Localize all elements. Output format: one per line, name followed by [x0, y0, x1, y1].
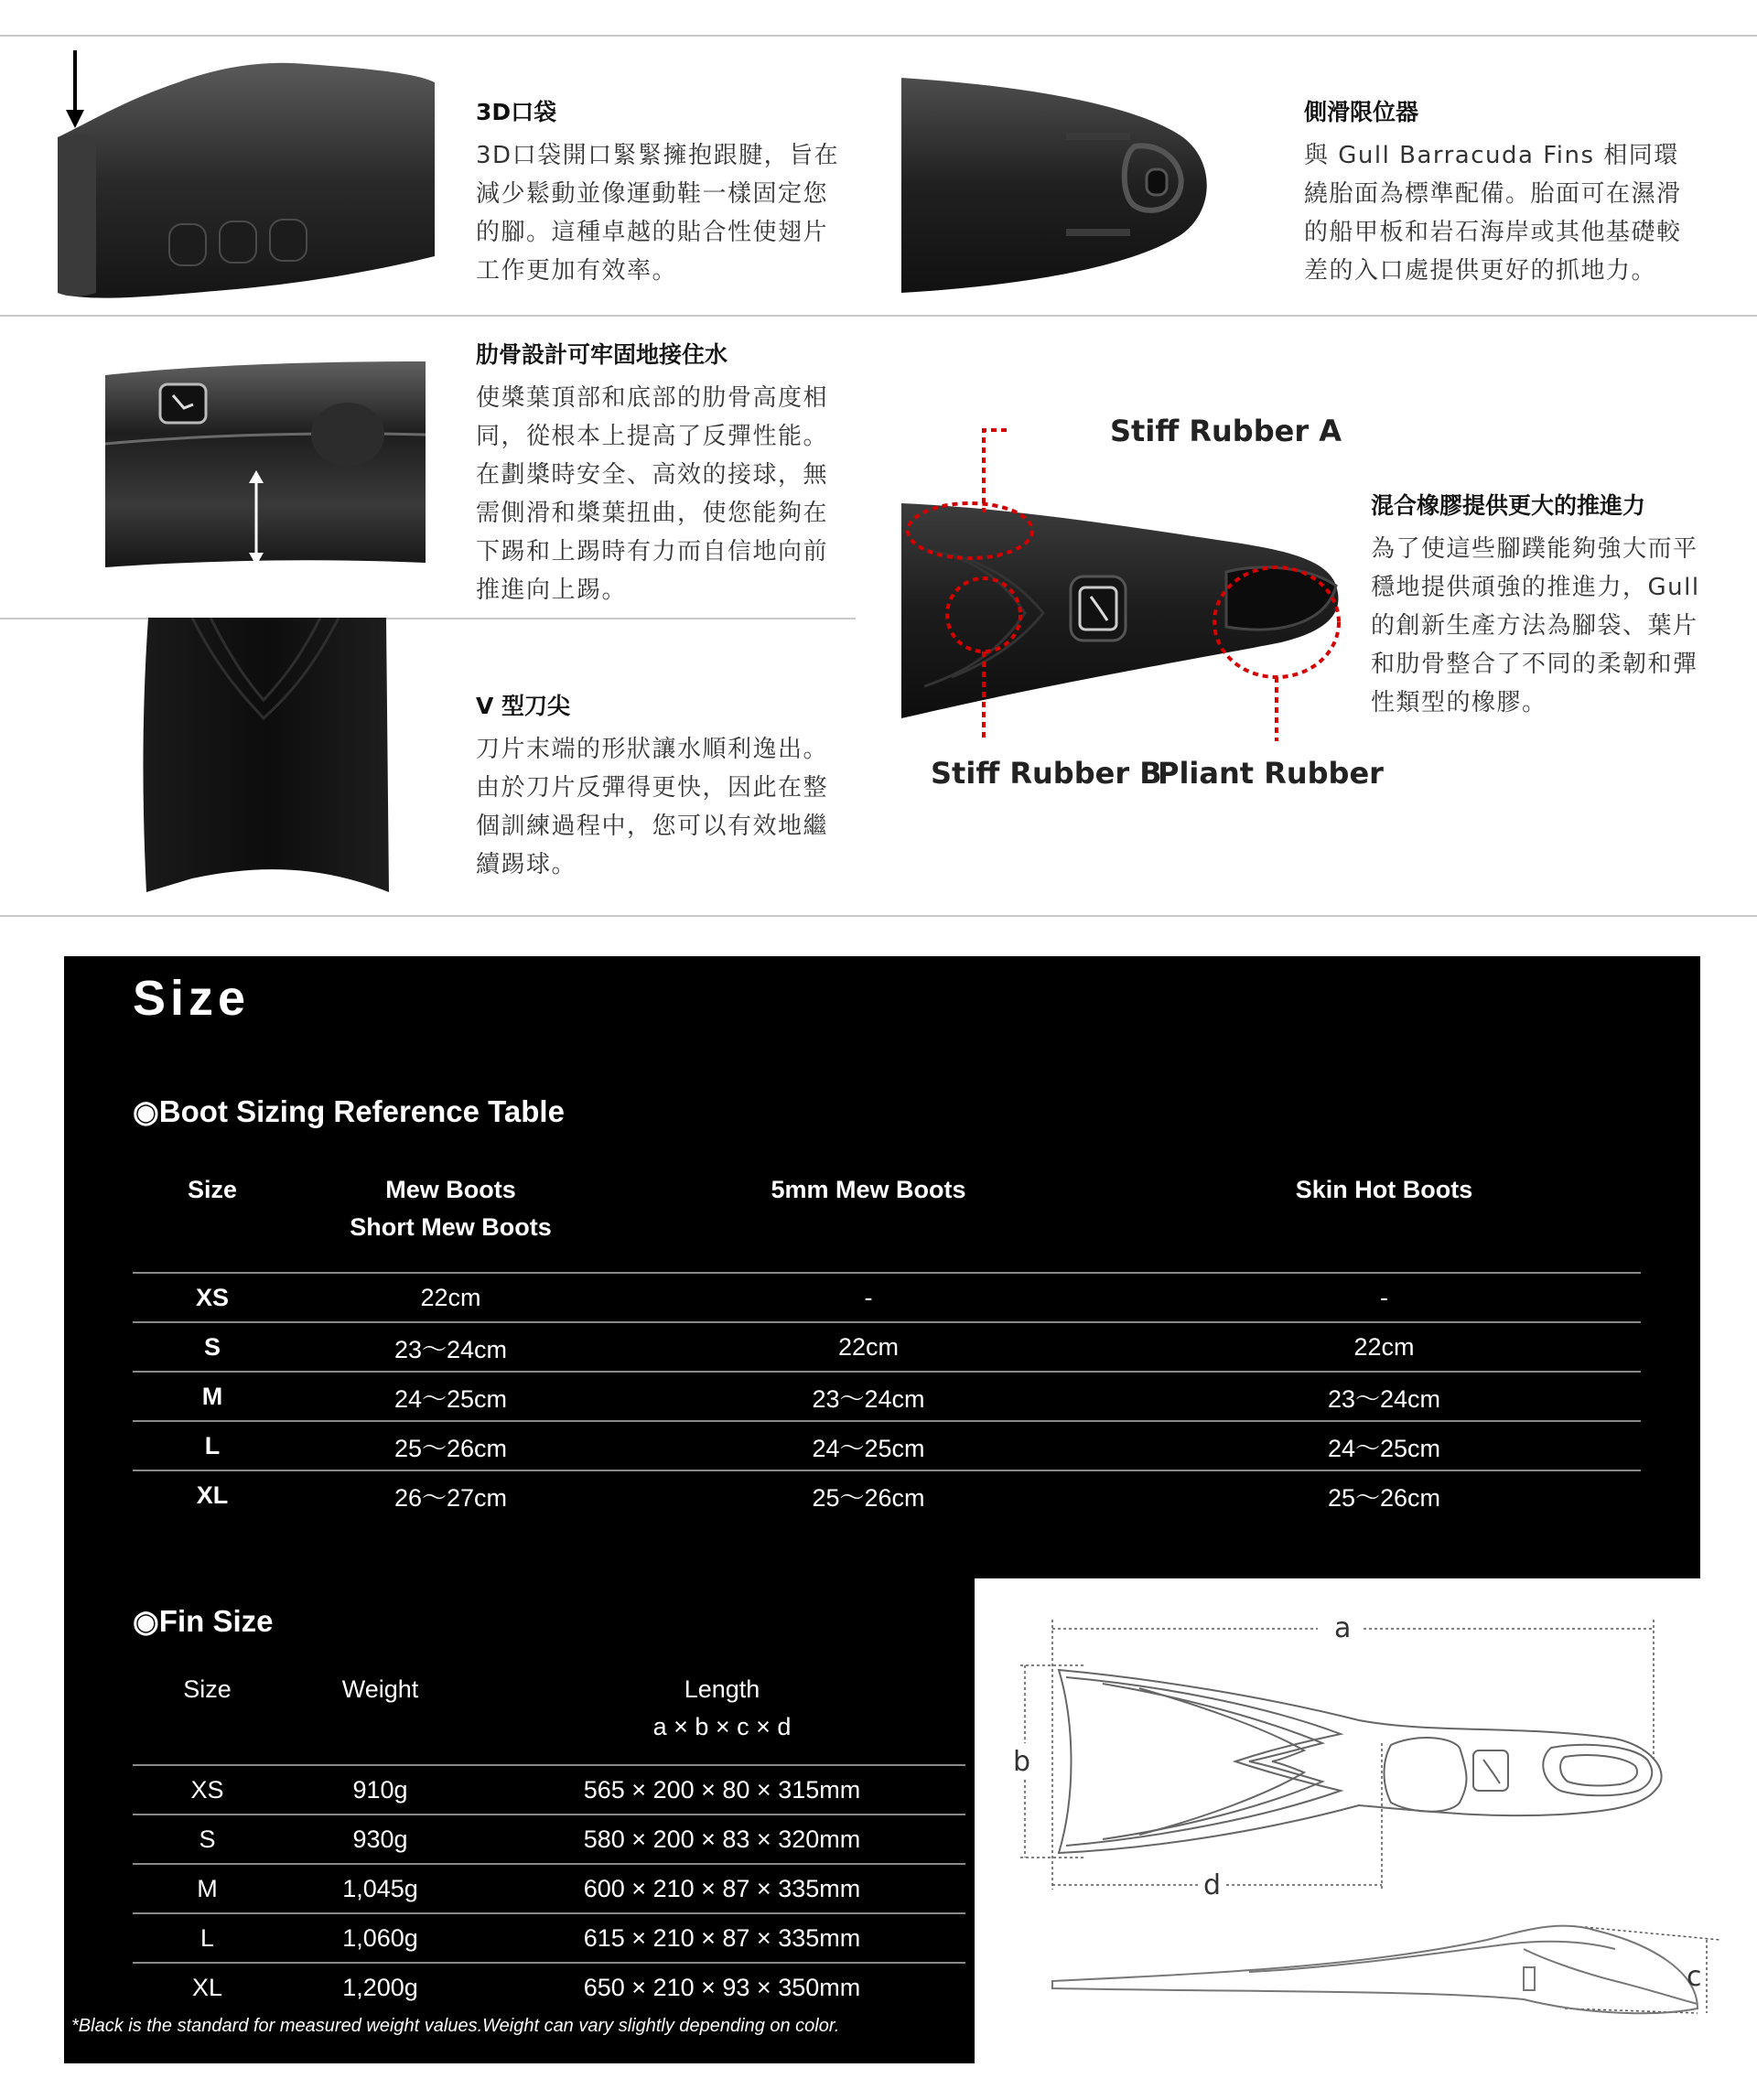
- table-row: XS 22cm - -: [133, 1273, 1641, 1322]
- feature-side-slip-stopper: [1304, 94, 1688, 290]
- label-stiff-rubber-b: Stiff Rubber B: [931, 756, 1162, 791]
- col-length: Length a × b × c × d: [652, 1675, 792, 1740]
- divider: [0, 35, 1757, 37]
- divider: [0, 315, 1757, 317]
- table-row: S 23～24cm 22cm 22cm: [133, 1322, 1641, 1372]
- col-skin-hot-boots: Skin Hot Boots: [1295, 1176, 1473, 1203]
- fin-dimension-diagram: [975, 1578, 1757, 2100]
- col-mew-boots: Mew Boots Short Mew Boots: [350, 1176, 552, 1241]
- feature-body: 為了使這些腳蹼能夠強大而平穩地提供頑強的推進力，Gull 的創新生產方法為腳袋、葉片和肋骨整合了不同的柔韌和彈性類型的橡膠。: [1371, 535, 1700, 716]
- feature-title: 側滑限位器: [1304, 99, 1419, 125]
- table-row: L 1,060g 615 × 210 × 87 × 335mm: [133, 1913, 965, 1963]
- label-stiff-rubber-a: Stiff Rubber A: [1110, 414, 1342, 448]
- divider: [0, 618, 856, 619]
- feature-body: 3D口袋開口緊緊擁抱跟腱，旨在減少鬆動並像運動鞋一樣固定您的腳。這種卓越的貼合性使翅片工作更加有效率。: [476, 142, 840, 285]
- table-row: XS 910g 565 × 200 × 80 × 315mm: [133, 1765, 965, 1815]
- fin-size-table: [133, 1654, 965, 2011]
- feature-body: 刀片末端的形狀讓水順利逸出。由於刀片反彈得更快，因此在整個訓練過程中，您可以有效地繼續踢球。: [476, 736, 829, 878]
- mixed-rubber-diagram: [897, 403, 1354, 805]
- table-header-row: [133, 1654, 965, 1765]
- table-row: M 24～25cm 23～24cm 23～24cm: [133, 1372, 1641, 1421]
- fin-table-title: ◉Fin Size: [133, 1604, 274, 1638]
- boot-table-title: ◉Boot Sizing Reference Table: [133, 1094, 565, 1128]
- table-row: L 25～26cm 24～25cm 24～25cm: [133, 1421, 1641, 1470]
- feature-title: 混合橡膠提供更大的推進力: [1371, 492, 1646, 519]
- feature-mixed-rubber: [1371, 488, 1719, 722]
- table-row: M 1,045g 600 × 210 × 87 × 335mm: [133, 1864, 965, 1913]
- size-title: Size: [133, 971, 251, 1026]
- feature-body: 使槳葉頂部和底部的肋骨高度相同，從根本上提高了反彈性能。在劃槳時安全、高效的接球，無需側滑和槳葉扭曲，使您能夠在下踢和上踢時有力而自信地向前推進向上踢。: [476, 384, 829, 604]
- table-header-row: [133, 1162, 1641, 1273]
- rib-height-image: [105, 357, 426, 567]
- feature-v-blade-tip: [476, 688, 842, 884]
- col-size: Size: [183, 1675, 232, 1703]
- col-5mm-mew-boots: 5mm Mew Boots: [771, 1176, 966, 1203]
- dim-label-c: c: [1687, 1961, 1702, 1993]
- table-row: XL 26～27cm 25～26cm 25～26cm: [133, 1470, 1641, 1519]
- boot-sizing-table: [133, 1162, 1641, 1519]
- feature-title: V 型刀尖: [476, 693, 571, 719]
- dim-label-a: a: [1334, 1612, 1352, 1644]
- feature-title: 肋骨設計可牢固地接住水: [476, 341, 728, 368]
- feature-3d-pocket: [476, 94, 842, 290]
- feature-rib-design: [476, 337, 842, 609]
- col-weight: Weight: [341, 1675, 419, 1703]
- foot-pocket-heel-image: [32, 46, 435, 307]
- divider: [0, 915, 1757, 917]
- v-blade-tip-image: [137, 618, 393, 901]
- weight-note: *Black is the standard for measured weight values.Weight can vary slightly depending on color.: [71, 2016, 840, 2036]
- feature-body: 與 Gull Barracuda Fins 相同環繞胎面為標準配備。胎面可在濕滑的船甲板和岩石海岸或其他基礎較差的入口處提供更好的抓地力。: [1304, 142, 1682, 285]
- dim-label-d: d: [1203, 1869, 1222, 1901]
- fin-sole-tread-image: [901, 78, 1222, 293]
- dim-label-b: b: [1013, 1746, 1031, 1778]
- col-size: Size: [187, 1176, 238, 1203]
- feature-title: 3D口袋: [476, 99, 557, 125]
- table-row: XL 1,200g 650 × 210 × 93 × 350mm: [133, 1963, 965, 2011]
- table-row: S 930g 580 × 200 × 83 × 320mm: [133, 1815, 965, 1864]
- label-pliant-rubber: Pliant Rubber: [1158, 756, 1384, 791]
